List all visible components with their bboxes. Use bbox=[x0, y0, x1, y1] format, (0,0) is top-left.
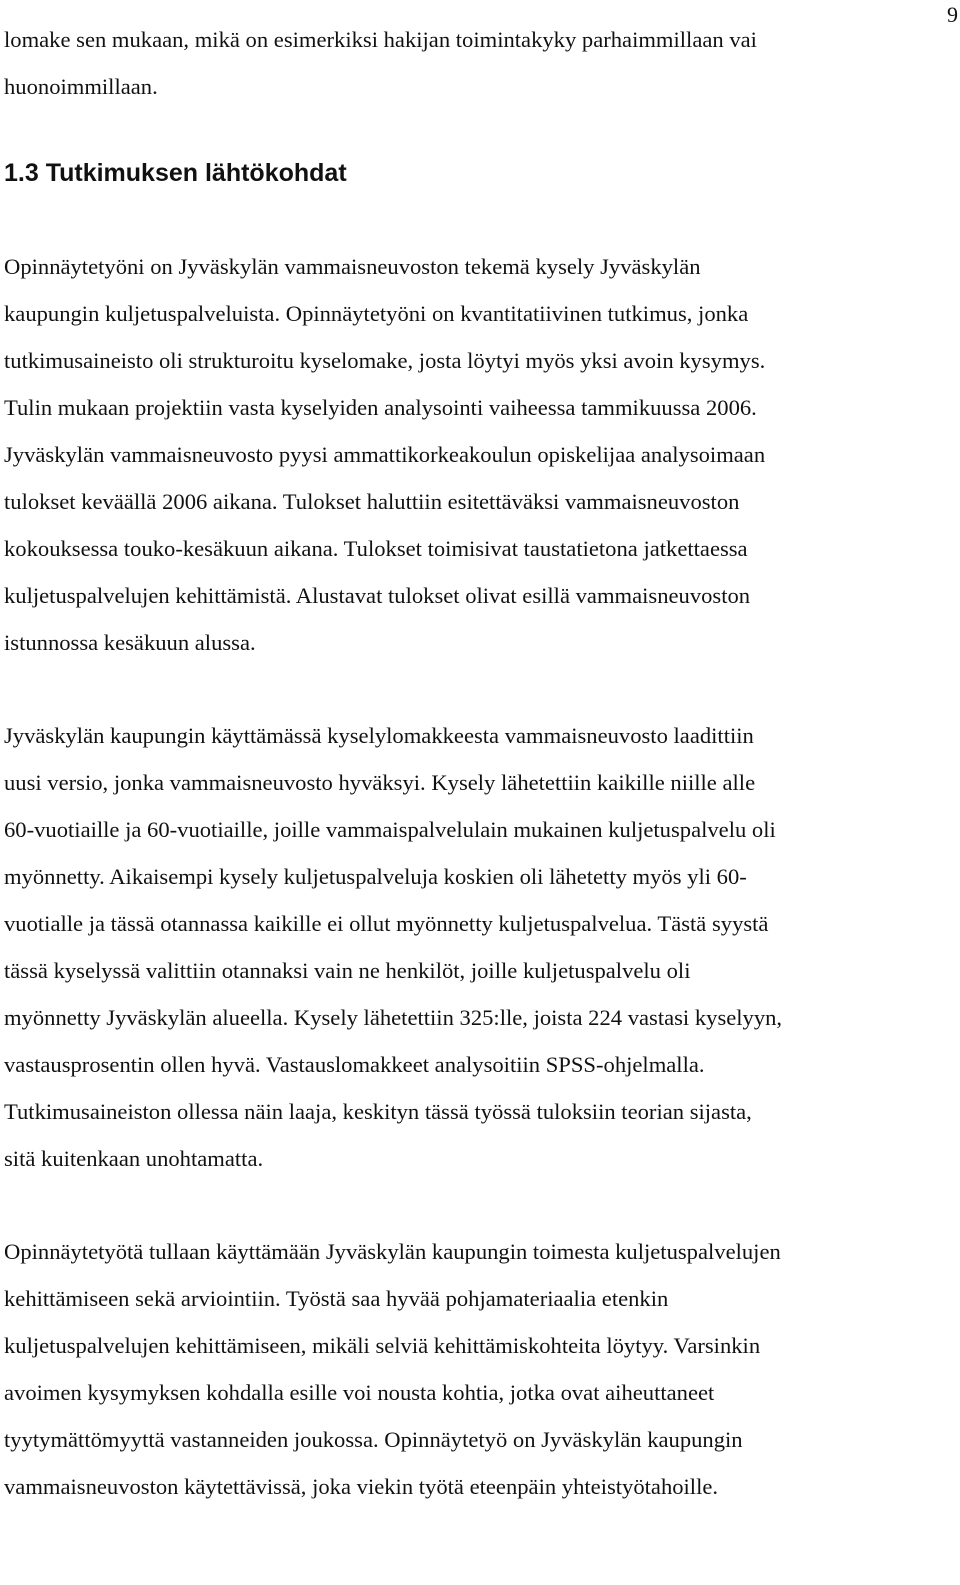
text-line: kehittämiseen sekä arviointiin. Työstä saa hyvää pohjamateriaalia etenkin bbox=[4, 1286, 669, 1311]
text-line: myönnetty Jyväskylän alueella. Kysely lähetettiin 325:lle, joista 224 vastasi kyselyyn, bbox=[4, 1005, 783, 1030]
text-line: sitä kuitenkaan unohtamatta. bbox=[4, 1146, 264, 1171]
text-line: avoimen kysymyksen kohdalla esille voi nousta kohtia, jotka ovat aiheuttaneet bbox=[4, 1380, 715, 1405]
text-line: Opinnäytetyötä tullaan käyttämään Jyväskylän kaupungin toimesta kuljetuspalvelujen bbox=[4, 1239, 781, 1264]
paragraph-2 bbox=[4, 712, 940, 1182]
text-line: 60-vuotiaille ja 60-vuotiaille, joille vammaispalvelulain mukainen kuljetuspalvelu oli bbox=[4, 817, 776, 842]
text-line: huonoimmillaan. bbox=[4, 74, 158, 99]
document-body bbox=[4, 16, 940, 1510]
text-line: Tulin mukaan projektiin vasta kyselyiden analysointi vaiheessa tammikuussa 2006. bbox=[4, 395, 757, 420]
paragraph-1 bbox=[4, 243, 940, 666]
text-line: kuljetuspalvelujen kehittämiseen, mikäli selviä kehittämiskohteita löytyy. Varsinkin bbox=[4, 1333, 761, 1358]
intro-paragraph bbox=[4, 16, 940, 110]
text-line: kaupungin kuljetuspalveluista. Opinnäytetyöni on kvantitatiivinen tutkimus, jonka bbox=[4, 301, 749, 326]
text-line: tässä kyselyssä valittiin otannaksi vain ne henkilöt, joille kuljetuspalvelu oli bbox=[4, 958, 691, 983]
text-line: tutkimusaineisto oli strukturoitu kyselomake, josta löytyi myös yksi avoin kysymys. bbox=[4, 348, 766, 373]
text-line: tulokset keväällä 2006 aikana. Tulokset haluttiin esitettäväksi vammaisneuvoston bbox=[4, 489, 740, 514]
text-line: tyytymättömyyttä vastanneiden joukossa. Opinnäytetyö on Jyväskylän kaupungin bbox=[4, 1427, 743, 1452]
text-line: vastausprosentin ollen hyvä. Vastauslomakkeet analysoitiin SPSS-ohjelmalla. bbox=[4, 1052, 705, 1077]
text-line: Jyväskylän vammaisneuvosto pyysi ammattikorkeakoulun opiskelijaa analysoimaan bbox=[4, 442, 766, 467]
text-line: lomake sen mukaan, mikä on esimerkiksi hakijan toimintakyky parhaimmillaan vai bbox=[4, 27, 757, 52]
text-line: myönnetty. Aikaisempi kysely kuljetuspalveluja koskien oli lähetetty myös yli 60- bbox=[4, 864, 747, 889]
text-line: kokouksessa touko-kesäkuun aikana. Tulokset toimisivat taustatietona jatkettaessa bbox=[4, 536, 748, 561]
text-line: istunnossa kesäkuun alussa. bbox=[4, 630, 256, 655]
text-line: Tutkimusaineiston ollessa näin laaja, keskityn tässä työssä tuloksiin teorian sijasta, bbox=[4, 1099, 752, 1124]
section-heading: 1.3 Tutkimuksen lähtökohdat bbox=[4, 159, 347, 187]
text-line: uusi versio, jonka vammaisneuvosto hyväksyi. Kysely lähetettiin kaikille niille alle bbox=[4, 770, 756, 795]
text-line: vammaisneuvoston käytettävissä, joka viekin työtä eteenpäin yhteistyötahoille. bbox=[4, 1474, 719, 1499]
page-number: 9 bbox=[947, 2, 958, 27]
text-line: Opinnäytetyöni on Jyväskylän vammaisneuvoston tekemä kysely Jyväskylän bbox=[4, 254, 701, 279]
text-line: kuljetuspalvelujen kehittämistä. Alustavat tulokset olivat esillä vammaisneuvoston bbox=[4, 583, 751, 608]
text-line: vuotialle ja tässä otannassa kaikille ei ollut myönnetty kuljetuspalvelua. Tästä syystä bbox=[4, 911, 769, 936]
text-line: Jyväskylän kaupungin käyttämässä kyselylomakkeesta vammaisneuvosto laadittiin bbox=[4, 723, 754, 748]
paragraph-3 bbox=[4, 1228, 940, 1510]
